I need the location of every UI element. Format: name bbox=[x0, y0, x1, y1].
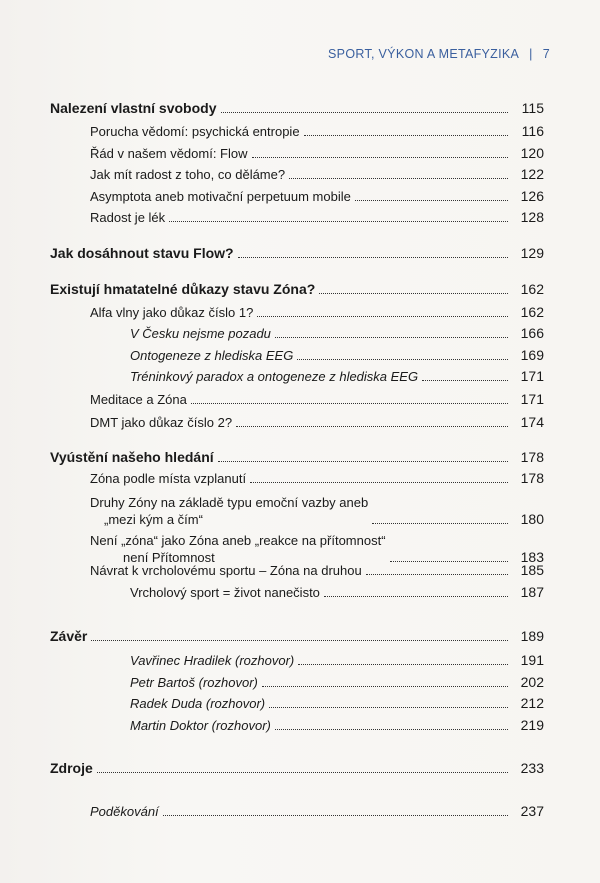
toc-entry[interactable] bbox=[50, 245, 544, 262]
toc-entry[interactable] bbox=[130, 652, 544, 669]
toc-entry[interactable] bbox=[50, 760, 544, 777]
toc-page: 169 bbox=[520, 347, 544, 363]
dot-leader bbox=[257, 315, 508, 317]
dot-leader bbox=[297, 358, 508, 360]
toc-entry[interactable] bbox=[90, 562, 544, 579]
toc-page: 219 bbox=[520, 717, 544, 733]
toc-title: Petr Bartoš (rozhovor) bbox=[130, 675, 258, 690]
toc-entry[interactable] bbox=[90, 532, 544, 566]
toc-page: 183 bbox=[520, 549, 544, 565]
toc-title: Existují hmatatelné důkazy stavu Zóna? bbox=[50, 281, 316, 297]
toc-title: Jak mít radost z toho, co děláme? bbox=[90, 167, 286, 182]
toc-page: 171 bbox=[520, 368, 544, 384]
toc-page: 189 bbox=[520, 628, 544, 644]
dot-leader bbox=[269, 706, 508, 708]
dot-leader bbox=[97, 771, 508, 773]
toc-title: Meditace a Zóna bbox=[90, 392, 187, 407]
dot-leader bbox=[304, 134, 508, 136]
toc-entry[interactable] bbox=[90, 803, 544, 820]
toc-title: Zdroje bbox=[50, 760, 93, 776]
toc-entry[interactable] bbox=[130, 695, 544, 712]
toc-page: 212 bbox=[520, 695, 544, 711]
toc-entry[interactable] bbox=[90, 209, 544, 226]
toc-title: Radek Duda (rozhovor) bbox=[130, 696, 266, 711]
toc-title-line: „mezi kým a čím“ bbox=[104, 512, 203, 527]
toc-entry[interactable] bbox=[130, 717, 544, 734]
toc-page: 180 bbox=[520, 511, 544, 527]
toc-entry[interactable] bbox=[90, 304, 544, 321]
toc-title: Radost je lék bbox=[90, 210, 166, 225]
toc-page: 166 bbox=[520, 325, 544, 341]
toc-entry[interactable] bbox=[130, 674, 544, 691]
dot-leader bbox=[372, 522, 508, 524]
dot-leader bbox=[169, 220, 508, 222]
toc-page: 187 bbox=[520, 584, 544, 600]
toc-title: Návrat k vrcholovému sportu – Zóna na druhou bbox=[90, 563, 362, 578]
running-title: SPORT, VÝKON A METAFYZIKA bbox=[328, 47, 520, 61]
page-number: 7 bbox=[542, 47, 550, 61]
dot-leader bbox=[163, 814, 508, 816]
toc-page: 129 bbox=[520, 245, 544, 261]
dot-leader bbox=[236, 425, 508, 427]
toc-page: 237 bbox=[520, 803, 544, 819]
toc-title: Martin Doktor (rozhovor) bbox=[130, 718, 271, 733]
toc-title: V Česku nejsme pozadu bbox=[130, 326, 271, 341]
toc-page: 116 bbox=[521, 123, 544, 139]
toc-title bbox=[90, 494, 368, 528]
toc-title: Řád v našem vědomí: Flow bbox=[90, 146, 248, 161]
toc-entry[interactable] bbox=[90, 166, 544, 183]
toc-title: Ontogeneze z hlediska EEG bbox=[130, 348, 294, 363]
dot-leader bbox=[298, 663, 508, 665]
toc-title: Tréninkový paradox a ontogeneze z hlediska EEG bbox=[130, 369, 419, 384]
toc-page: 128 bbox=[520, 209, 544, 225]
toc-entry[interactable] bbox=[90, 188, 544, 205]
toc-title: Porucha vědomí: psychická entropie bbox=[90, 124, 300, 139]
toc-page: 233 bbox=[520, 760, 544, 776]
toc-title-line: není Přítomnost bbox=[123, 550, 215, 565]
toc-title-line: Není „zóna“ jako Zóna aneb „reakce na přítomnost“ bbox=[90, 533, 386, 548]
dot-leader bbox=[366, 573, 508, 575]
toc-title: Vrcholový sport = život nanečisto bbox=[130, 585, 320, 600]
toc-title bbox=[90, 532, 386, 566]
toc-title: Závěr bbox=[50, 628, 88, 644]
toc-title: Vavřinec Hradilek (rozhovor) bbox=[130, 653, 295, 668]
toc-entry[interactable] bbox=[130, 584, 544, 601]
toc-page: 185 bbox=[520, 562, 544, 578]
toc-entry[interactable] bbox=[90, 494, 544, 528]
dot-leader bbox=[289, 177, 508, 179]
toc-page: 162 bbox=[520, 304, 544, 320]
dot-leader bbox=[218, 460, 508, 462]
toc-title: Poděkování bbox=[90, 804, 159, 819]
dot-leader bbox=[191, 402, 508, 404]
toc-title-line: Druhy Zóny na základě typu emoční vazby aneb bbox=[90, 495, 369, 510]
toc-title: DMT jako důkaz číslo 2? bbox=[90, 415, 233, 430]
dot-leader bbox=[238, 256, 508, 258]
toc-title: Zóna podle místa vzplanutí bbox=[90, 471, 247, 486]
toc-page: 174 bbox=[520, 414, 544, 430]
toc-entry[interactable] bbox=[130, 368, 544, 385]
toc-entry[interactable] bbox=[130, 347, 544, 364]
dot-leader bbox=[252, 156, 508, 158]
toc-entry[interactable] bbox=[90, 414, 544, 431]
toc-entry[interactable] bbox=[50, 100, 544, 117]
dot-leader bbox=[319, 292, 508, 294]
toc-entry[interactable] bbox=[90, 145, 544, 162]
toc-title: Nalezení vlastní svobody bbox=[50, 100, 217, 116]
toc-page: 120 bbox=[520, 145, 544, 161]
toc-title: Jak dosáhnout stavu Flow? bbox=[50, 245, 234, 261]
toc-page: 178 bbox=[520, 449, 544, 465]
dot-leader bbox=[275, 728, 508, 730]
dot-leader bbox=[250, 481, 508, 483]
dot-leader bbox=[275, 336, 508, 338]
toc-entry[interactable] bbox=[90, 470, 544, 487]
toc-entry[interactable] bbox=[130, 325, 544, 342]
toc-page: 162 bbox=[520, 281, 544, 297]
dot-leader bbox=[324, 595, 508, 597]
dot-leader bbox=[422, 379, 508, 381]
toc-entry[interactable] bbox=[50, 449, 544, 466]
toc-title: Vyústění našeho hledání bbox=[50, 449, 214, 465]
toc-title: Asymptota aneb motivační perpetuum mobile bbox=[90, 189, 351, 204]
toc-page: 126 bbox=[520, 188, 544, 204]
toc-page: 191 bbox=[520, 652, 544, 668]
toc-page: 171 bbox=[520, 391, 544, 407]
toc-entry[interactable] bbox=[90, 391, 544, 408]
toc-entry[interactable] bbox=[90, 123, 544, 140]
toc-entry[interactable] bbox=[50, 281, 544, 298]
header-separator: | bbox=[529, 47, 533, 61]
dot-leader bbox=[91, 639, 508, 641]
toc-entry[interactable] bbox=[50, 628, 544, 645]
toc-title: Alfa vlny jako důkaz číslo 1? bbox=[90, 305, 254, 320]
toc-page: 202 bbox=[520, 674, 544, 690]
running-header bbox=[328, 47, 550, 61]
toc-page: 115 bbox=[521, 100, 544, 116]
dot-leader bbox=[355, 199, 508, 201]
dot-leader bbox=[221, 111, 509, 113]
toc-page: 178 bbox=[520, 470, 544, 486]
dot-leader bbox=[262, 685, 508, 687]
toc-page: 122 bbox=[520, 166, 544, 182]
